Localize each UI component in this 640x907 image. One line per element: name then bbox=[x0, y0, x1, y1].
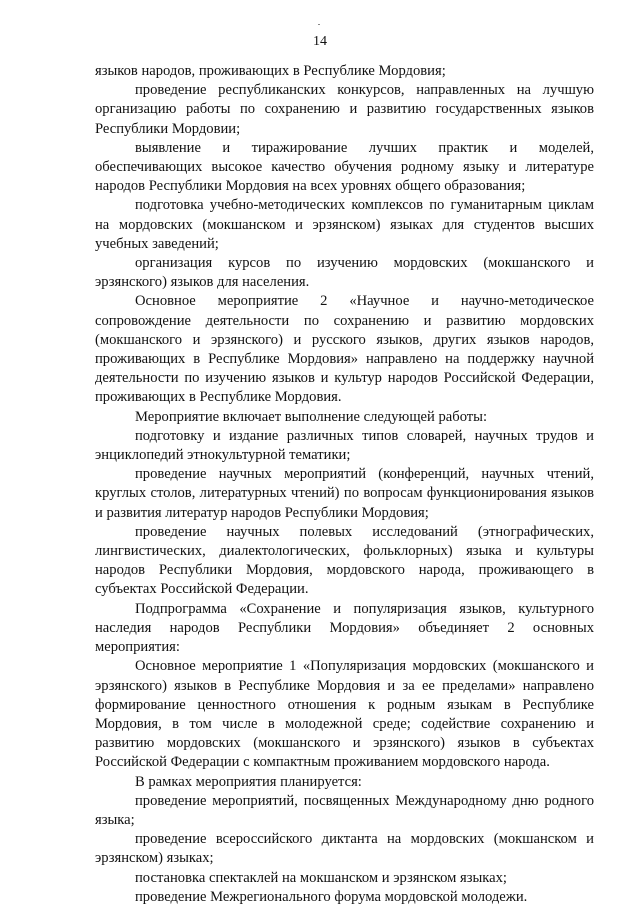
page-number: 14 bbox=[313, 34, 327, 49]
paragraph: Основное мероприятие 1 «Популяризация мордовских (мокшанского и эрзянского) языков в Республике Мордовия и за ее пределами» направлено формирование ценностного отношения к родным языкам в Республике Мордовия, в том числе в молодежной среде; содействие сохранению и развитию мордовских (мокшанского и эрзянского) языков в субъектах Российской Федерации с компактным проживанием мордовского народа. bbox=[95, 658, 594, 771]
paragraph: проведение мероприятий, посвященных Международному дню родного языка; bbox=[95, 792, 594, 828]
paragraph-continuation: языков народов, проживающих в Республике Мордовия; bbox=[95, 63, 446, 79]
paragraph: проведение Межрегионального форума мордовской молодежи. bbox=[135, 888, 528, 905]
body-text bbox=[95, 62, 594, 907]
paragraph: Подпрограмма «Сохранение и популяризация языков, культурного наследия народов Республики Мордовия» объединяет 2 основных мероприятия: bbox=[95, 600, 594, 656]
paragraph: проведение научных полевых исследований (этнографических, лингвистических, диалектологических, фольклорных) языка и культуры народов Республики Мордовия, мордовского народа, проживающего в субъектах Российской Федерации. bbox=[95, 523, 594, 598]
paragraph: Мероприятие включает выполнение следующей работы: bbox=[135, 408, 488, 425]
paragraph: подготовку и издание различных типов словарей, научных трудов и энциклопедий этнокультурной тематики; bbox=[95, 427, 594, 464]
paragraph: В рамках мероприятия планируется: bbox=[135, 773, 362, 790]
paragraph: подготовка учебно-методических комплексов по гуманитарным циклам на мордовских (мокшанском и эрзянском) языках для студентов высших учебных заведений; bbox=[95, 197, 594, 252]
scan-speck bbox=[318, 24, 320, 25]
paragraph: Основное мероприятие 2 «Научное и научно-методическое сопровождение деятельности по сохранению и развитию мордовских (мокшанского и эрзянского) и русского языков, других языков народов, проживающих в Республике Мордовия» направлено на поддержку научной деятельности по изучению языков и культур народов Российской Федерации, проживающих в Республике Мордовия. bbox=[95, 293, 594, 406]
paragraph: проведение научных мероприятий (конференций, научных чтений, круглых столов, литературных чтений) по вопросам функционирования языков и развития литератур народов Республики Мордовия; bbox=[95, 466, 594, 521]
paragraph: выявление и тиражирование лучших практик и моделей, обеспечивающих высокое качество обучения родному языку и литературе народов Республики Мордовия на всех уровнях общего образования; bbox=[95, 139, 594, 195]
paragraph: проведение всероссийского диктанта на мордовских (мокшанском и эрзянском) языках; bbox=[95, 831, 594, 867]
paragraph: организация курсов по изучению мордовских (мокшанского и эрзянского) языков для населения. bbox=[95, 255, 594, 291]
paragraph: постановка спектаклей на мокшанском и эрзянском языках; bbox=[135, 869, 507, 886]
paragraph: проведение республиканских конкурсов, направленных на лучшую организацию работы по сохранению и развитию государственных языков Республики Мордовии; bbox=[95, 82, 594, 137]
